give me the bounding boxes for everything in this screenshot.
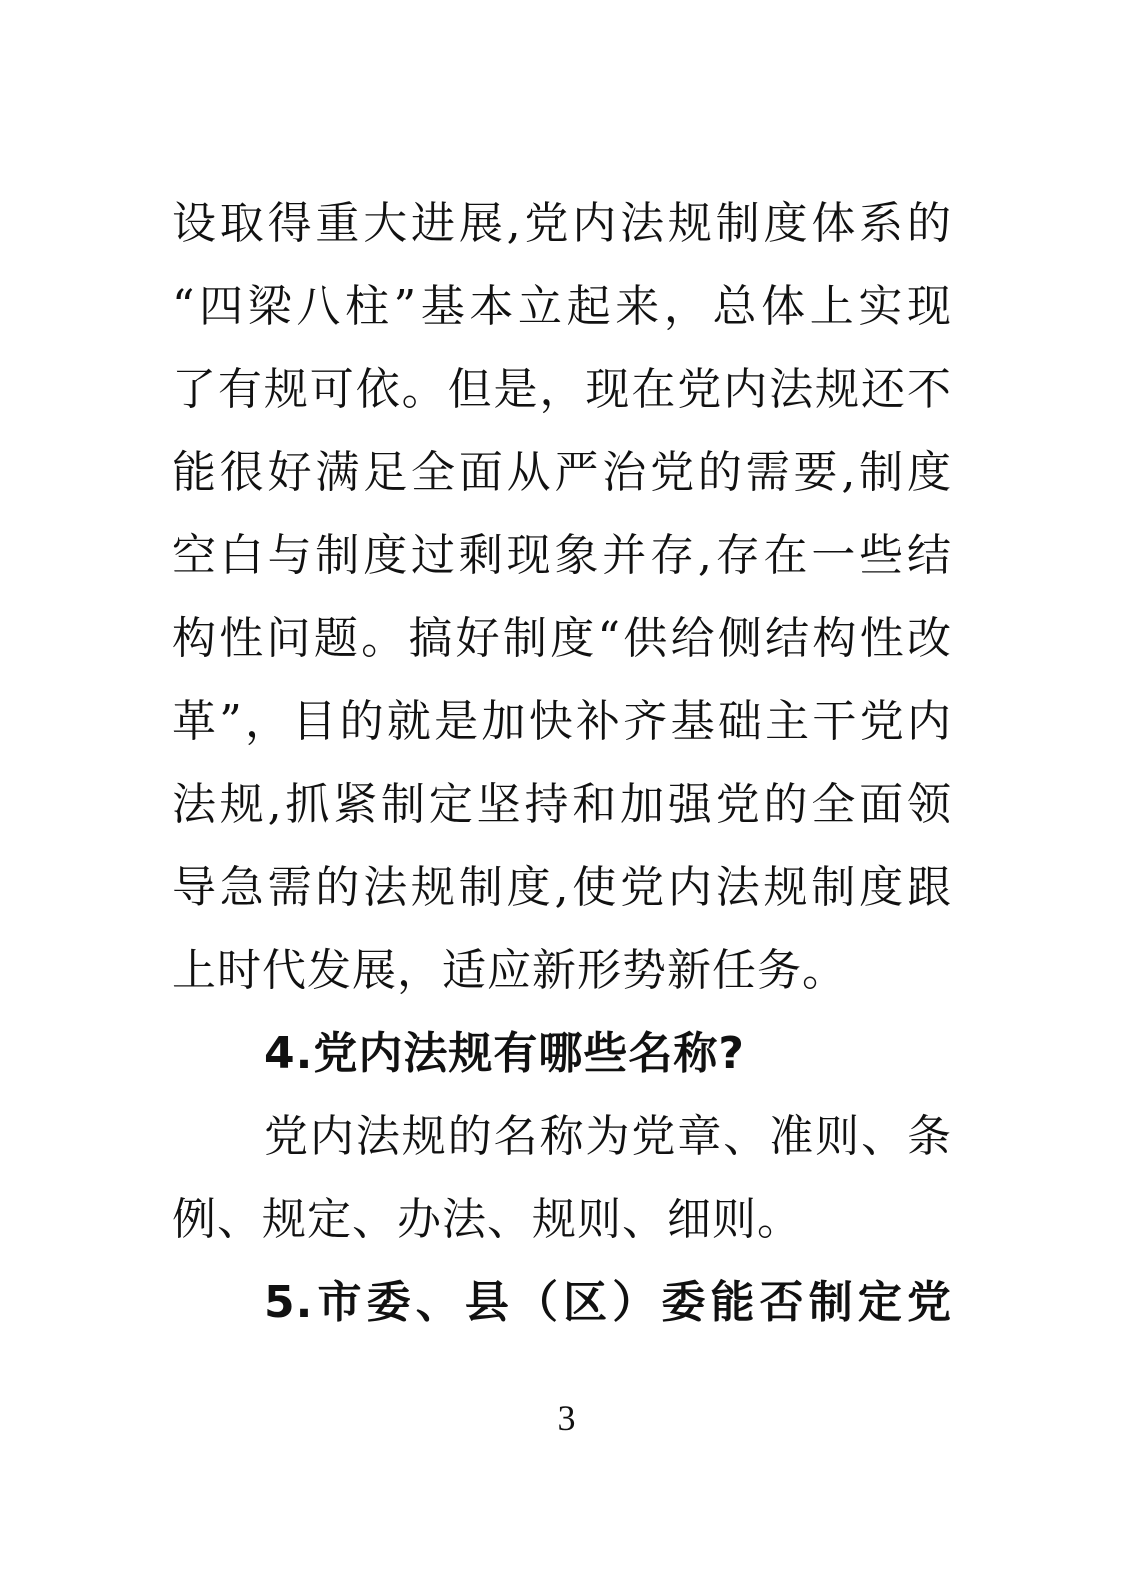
question-5-heading: 5.市委、县（区）委能否制定党 [264, 1277, 952, 1328]
paragraph-line: 法规,抓紧制定坚持和加强党的全面领 [172, 779, 952, 830]
question-4-heading: 4.党内法规有哪些名称? [264, 1028, 745, 1079]
answer-line: 党内法规的名称为党章、准则、条 [264, 1111, 952, 1162]
paragraph-line: 上时代发展，适应新形势新任务。 [172, 945, 847, 996]
paragraph-line: 能很好满足全面从严治党的需要,制度 [172, 447, 952, 498]
paragraph-line: 设取得重大进展,党内法规制度体系的 [172, 198, 952, 249]
paragraph-line: 革”，目的就是加快补齐基础主干党内 [172, 696, 952, 747]
paragraph-line: 了有规可依。但是，现在党内法规还不 [172, 364, 952, 415]
answer-line: 例、规定、办法、规则、细则。 [172, 1194, 802, 1245]
paragraph-line: “四梁八柱”基本立起来，总体上实现 [172, 281, 952, 332]
paragraph-line: 空白与制度过剩现象并存,存在一些结 [172, 530, 952, 581]
paragraph-line: 导急需的法规制度,使党内法规制度跟 [172, 862, 952, 913]
page-number: 3 [557, 1398, 576, 1438]
body-text [172, 182, 952, 1344]
paragraph-line: 构性问题。搞好制度“供给侧结构性改 [172, 613, 952, 664]
